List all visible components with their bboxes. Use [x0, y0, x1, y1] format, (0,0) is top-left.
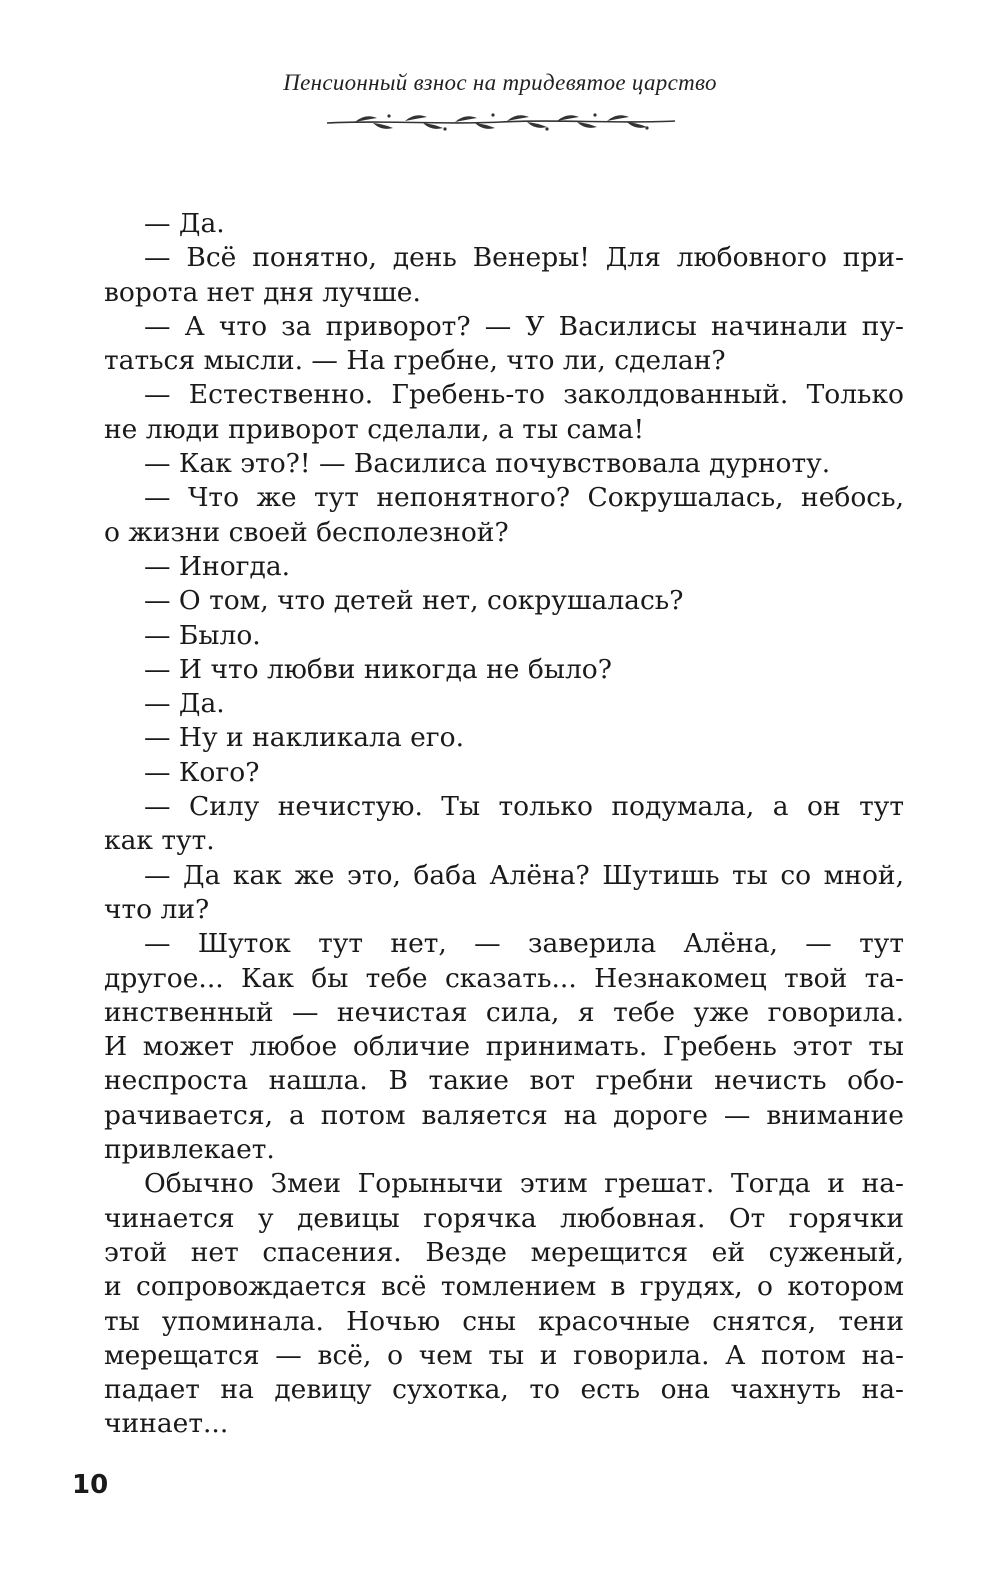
text-line: и сопровождается всё томлением в грудях, о котором — [104, 1271, 904, 1303]
text-line: — Шуток тут нет, — заверила Алёна, — тут — [144, 928, 904, 960]
text-line: что ли? — [104, 893, 210, 925]
text-line: о жизни своей бесполезной? — [104, 516, 509, 548]
text-line: — Да. — [144, 688, 225, 720]
text-line: инственный — нечистая сила, я тебе уже говорила. — [104, 996, 904, 1028]
text-line: — Иногда. — [144, 550, 291, 582]
text-line: падает на девицу сухотка, то есть она чахнуть на- — [104, 1374, 904, 1406]
body-text — [104, 207, 904, 1442]
text-line: мерещатся — всё, о чем ты и говорила. А потом на- — [104, 1339, 904, 1371]
text-line: — Да. — [144, 208, 225, 239]
leaf-vine-ornament-icon — [325, 108, 677, 136]
text-line: — Кого? — [144, 756, 260, 788]
text-line: как тут. — [104, 825, 215, 857]
text-line: — Было. — [144, 619, 261, 651]
text-line: — А что за приворот? — У Василисы начинали пу- — [144, 310, 904, 342]
text-line: ворота нет дня лучше. — [104, 276, 421, 308]
text-line: неспроста нашла. В такие вот гребни нечисть обо- — [104, 1065, 904, 1097]
text-line: чинается у девицы горячка любовная. От горячки — [104, 1202, 904, 1234]
text-line: — Ну и накликала его. — [144, 722, 465, 754]
running-title: Пенсионный взнос на тридевятое царство — [283, 70, 717, 95]
text-line: — Да как же это, баба Алёна? Шутишь ты со мной, — [144, 859, 904, 891]
text-line: таться мысли. — На гребне, что ли, сделан? — [104, 345, 726, 377]
text-line: чинает... — [104, 1408, 229, 1440]
text-line: Обычно Змеи Горынычи этим грешат. Тогда и на- — [144, 1168, 904, 1200]
text-line: этой нет спасения. Везде мерещится ей суженый, — [104, 1236, 904, 1268]
text-line: ты упоминала. Ночью сны красочные снятся, тени — [104, 1305, 904, 1337]
text-line: — Всё понятно, день Венеры! Для любовного при- — [144, 242, 904, 274]
text-line: — Как это?! — Василиса почувствовала дурноту. — [144, 448, 831, 480]
text-line: рачивается, а потом валяется на дороге — внимание — [104, 1099, 904, 1131]
text-line: — Силу нечистую. Ты только подумала, а он тут — [144, 791, 904, 823]
text-line: — Естественно. Гребень-то заколдованный. Только — [144, 379, 904, 411]
text-line: — Что же тут непонятного? Сокрушалась, небось, — [144, 482, 904, 514]
text-line: другое... Как бы тебе сказать... Незнакомец твой та- — [104, 962, 904, 994]
text-line: И может любое обличие принимать. Гребень этот ты — [104, 1031, 904, 1063]
text-line: не люди приворот сделали, а ты сама! — [104, 413, 645, 445]
text-line: — О том, что детей нет, сокрушалась? — [144, 585, 684, 617]
page-number: 10 — [72, 1470, 109, 1500]
text-line: привлекает. — [104, 1134, 275, 1166]
text-line: — И что любви никогда не было? — [144, 653, 612, 685]
